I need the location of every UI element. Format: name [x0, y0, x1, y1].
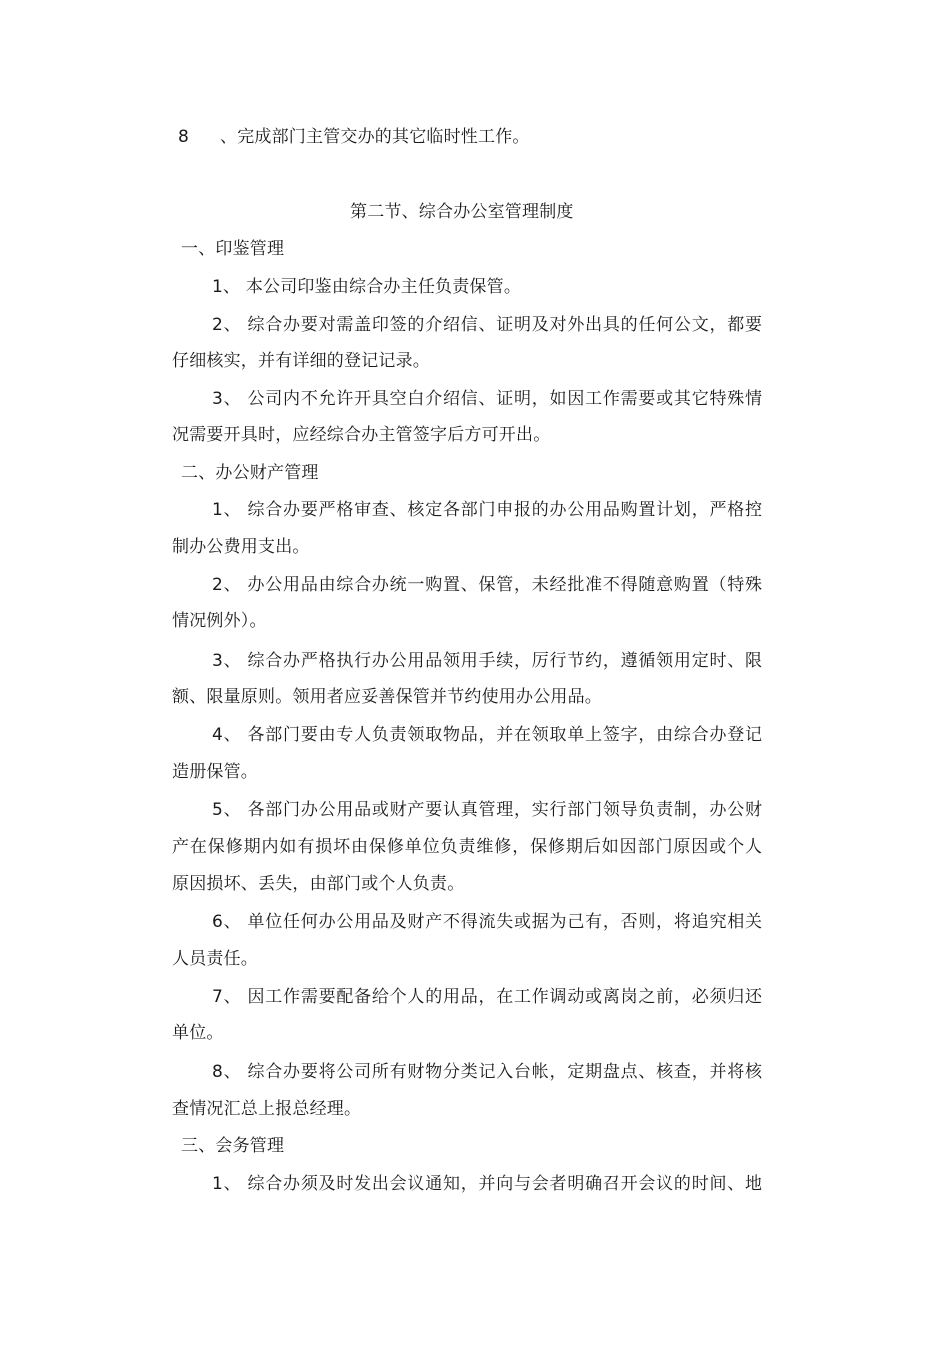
heading-office-property: 二、办公财产管理	[181, 463, 319, 483]
paragraph-line: 造册保管。	[172, 762, 258, 782]
paragraph-line: 人员责任。	[172, 949, 258, 969]
paragraph-line: 产在保修期内如有损坏由保修单位负责维修，保修期后如因部门原因或个人	[172, 837, 762, 857]
item-text: 、完成部门主管交办的其它临时性工作。	[220, 127, 530, 147]
paragraph-line: 单位。	[172, 1023, 224, 1043]
paragraph-line: 2、 办公用品由综合办统一购置、保管，未经批准不得随意购置（特殊	[212, 575, 762, 595]
section-title: 第二节、综合办公室管理制度	[350, 202, 574, 222]
paragraph-line: 7、 因工作需要配备给个人的用品，在工作调动或离岗之前，必须归还	[212, 987, 762, 1007]
paragraph-line: 查情况汇总上报总经理。	[172, 1099, 362, 1119]
heading-meeting-management: 三、会务管理	[181, 1136, 285, 1156]
paragraph-line: 3、 综合办严格执行办公用品领用手续，厉行节约，遵循领用定时、限	[212, 651, 762, 671]
heading-seal-management: 一、印鉴管理	[181, 239, 285, 259]
item-number: 8	[178, 127, 189, 147]
paragraph-line: 8、 综合办要将公司所有财物分类记入台帐，定期盘点、核查，并将核	[212, 1062, 762, 1082]
paragraph-line: 2、 综合办要对需盖印签的介绍信、证明及对外出具的任何公文，都要	[212, 315, 762, 335]
paragraph-line: 原因损坏、丢失，由部门或个人负责。	[172, 874, 465, 894]
paragraph-line: 5、 各部门办公用品或财产要认真管理，实行部门领导负责制，办公财	[212, 800, 762, 820]
paragraph-line: 6、 单位任何办公用品及财产不得流失或据为己有，否则，将追究相关	[212, 912, 762, 932]
paragraph-line: 4、 各部门要由专人负责领取物品，并在领取单上签字，由综合办登记	[212, 725, 762, 745]
paragraph-line: 3、 公司内不允许开具空白介绍信、证明，如因工作需要或其它特殊情	[212, 389, 762, 409]
paragraph-line: 仔细核实，并有详细的登记记录。	[172, 351, 430, 371]
paragraph-line: 1、 综合办要严格审查、核定各部门申报的办公用品购置计划，严格控	[212, 500, 762, 520]
paragraph-line: 1、 综合办须及时发出会议通知，并向与会者明确召开会议的时间、地	[212, 1174, 762, 1194]
paragraph-line: 况需要开具时，应经综合办主管签字后方可开出。	[172, 425, 551, 445]
paragraph-line: 额、限量原则。领用者应妥善保管并节约使用办公用品。	[172, 687, 602, 707]
paragraph-line: 1、 本公司印鉴由综合办主任负责保管。	[212, 277, 522, 297]
paragraph-line: 情况例外）。	[172, 611, 267, 631]
paragraph-line: 制办公费用支出。	[172, 537, 310, 557]
